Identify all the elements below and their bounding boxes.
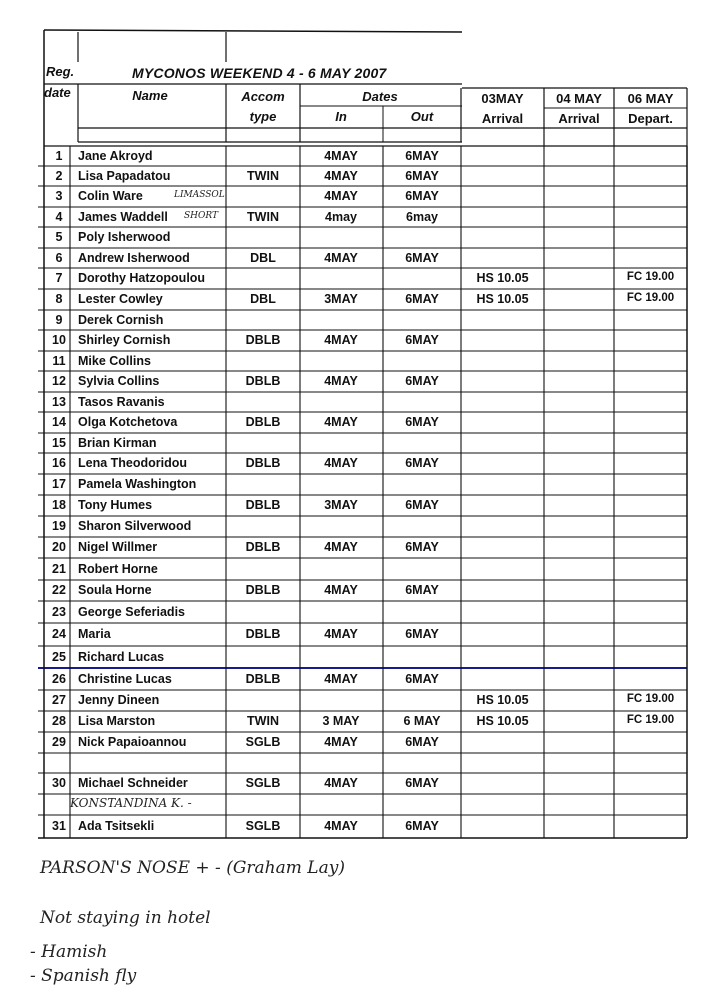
column-dates-header: Dates bbox=[362, 89, 398, 104]
accom-type: DBLB bbox=[245, 456, 281, 470]
arrival-03may: HS 10.05 bbox=[476, 714, 529, 728]
date-out: 6MAY bbox=[405, 189, 439, 203]
date-in: 4MAY bbox=[324, 819, 358, 833]
accom-type: SGLB bbox=[245, 776, 281, 790]
date-in: 4MAY bbox=[324, 415, 358, 429]
guest-name: Nigel Willmer bbox=[78, 540, 158, 554]
guest-name: Dorothy Hatzopoulou bbox=[78, 271, 206, 285]
guest-name: Christine Lucas bbox=[78, 671, 172, 686]
date-out: 6MAY bbox=[405, 415, 439, 429]
column-04may-sub-header: Arrival bbox=[558, 111, 600, 126]
row-number: 24 bbox=[52, 627, 66, 641]
row-number: 12 bbox=[52, 374, 66, 388]
date-in: 4MAY bbox=[324, 735, 358, 749]
accom-type: DBLB bbox=[245, 333, 281, 347]
arrival-03may: HS 10.05 bbox=[476, 693, 529, 707]
accom-type: DBLB bbox=[245, 540, 281, 554]
guest-name: George Seferiadis bbox=[78, 604, 185, 619]
date-label: date bbox=[44, 85, 71, 100]
column-06may-header: 06 MAY bbox=[627, 91, 674, 106]
guest-name: Sharon Silverwood bbox=[78, 519, 192, 533]
guest-name: Shirley Cornish bbox=[78, 333, 171, 347]
row-number: 1 bbox=[55, 148, 63, 163]
guest-name: Lena Theodoridou bbox=[78, 456, 188, 470]
depart-06may: FC 19.00 bbox=[626, 292, 675, 304]
column-03may-header: 03MAY bbox=[481, 91, 524, 106]
date-out: 6may bbox=[406, 209, 438, 224]
column-04may-header: 04 MAY bbox=[556, 91, 602, 106]
date-out: 6MAY bbox=[405, 627, 439, 641]
arrival-03may: HS 10.05 bbox=[476, 292, 529, 306]
column-03may-sub-header: Arrival bbox=[481, 111, 524, 126]
date-in: 4MAY bbox=[324, 456, 358, 470]
guest-name: Michael Schneider bbox=[78, 776, 188, 790]
row-number: 23 bbox=[52, 604, 66, 619]
date-in: 4MAY bbox=[324, 583, 358, 597]
depart-06may: FC 19.00 bbox=[626, 693, 675, 705]
row-number: 30 bbox=[52, 776, 66, 790]
date-out: 6MAY bbox=[405, 333, 439, 347]
date-in: 4MAY bbox=[324, 627, 358, 641]
handwritten-note-hamish: - Hamish bbox=[30, 942, 108, 962]
guest-name: Ada Tsitsekli bbox=[78, 819, 155, 833]
date-out: 6MAY bbox=[405, 250, 439, 265]
handwritten-note-spanish-fly: - Spanish fly bbox=[30, 966, 137, 986]
row-number: 29 bbox=[52, 735, 66, 749]
guest-name: James Waddell bbox=[78, 209, 168, 224]
handwritten-colin-note: LIMASSOL bbox=[174, 190, 225, 200]
row-number: 6 bbox=[55, 250, 63, 265]
handwritten-note-not-staying: Not staying in hotel bbox=[40, 908, 211, 928]
date-out: 6MAY bbox=[405, 374, 439, 388]
guest-name: Soula Horne bbox=[78, 583, 152, 597]
guest-name: Derek Cornish bbox=[78, 312, 164, 327]
accom-type: DBLB bbox=[245, 374, 281, 388]
column-in-header: In bbox=[335, 109, 347, 124]
date-out: 6MAY bbox=[405, 735, 439, 749]
date-out: 6MAY bbox=[405, 583, 439, 597]
date-out: 6MAY bbox=[405, 540, 439, 554]
document-title: MYCONOS WEEKEND 4 - 6 MAY 2007 bbox=[132, 65, 387, 81]
guest-name: Colin Ware bbox=[78, 189, 143, 203]
guest-name: Brian Kirman bbox=[78, 435, 157, 450]
date-in: 4MAY bbox=[324, 189, 358, 203]
date-out: 6MAY bbox=[405, 498, 439, 512]
date-in: 4MAY bbox=[324, 333, 358, 347]
top-border bbox=[44, 30, 462, 32]
guest-name: Tony Humes bbox=[78, 498, 153, 512]
row-number: 27 bbox=[52, 693, 66, 707]
guest-name: Nick Papaioannou bbox=[78, 735, 187, 749]
row-number: 9 bbox=[55, 312, 63, 327]
row-number: 26 bbox=[52, 671, 66, 686]
accom-type: TWIN bbox=[247, 714, 279, 728]
guest-name: Lisa Marston bbox=[78, 714, 156, 728]
guest-name: Sylvia Collins bbox=[78, 374, 160, 388]
guest-name: Poly Isherwood bbox=[78, 230, 171, 244]
row-number: 31 bbox=[52, 819, 66, 833]
accom-type: DBL bbox=[250, 250, 276, 265]
row-number: 14 bbox=[52, 415, 66, 429]
row-number: 7 bbox=[55, 271, 63, 285]
column-06may-sub-header: Depart. bbox=[628, 111, 673, 126]
row-number: 13 bbox=[52, 394, 66, 409]
row-number: 22 bbox=[52, 583, 66, 597]
column-out-header: Out bbox=[410, 109, 434, 124]
date-out: 6MAY bbox=[405, 168, 439, 183]
date-in: 4MAY bbox=[324, 168, 358, 183]
row-number: 3 bbox=[55, 189, 63, 203]
guest-name: Lisa Papadatou bbox=[78, 168, 171, 183]
handwritten-note-parsons-nose: PARSON'S NOSE + - (Graham Lay) bbox=[40, 858, 345, 878]
date-in: 3MAY bbox=[324, 292, 358, 306]
date-in: 4MAY bbox=[324, 250, 358, 265]
accom-type: DBLB bbox=[245, 498, 281, 512]
row-number: 11 bbox=[52, 353, 66, 368]
handwritten-james-note: SHORT bbox=[184, 211, 219, 221]
date-out: 6MAY bbox=[405, 819, 439, 833]
guest-name: Richard Lucas bbox=[78, 649, 165, 664]
date-in: 4MAY bbox=[324, 540, 358, 554]
accom-type: SGLB bbox=[245, 819, 281, 833]
guest-name: Pamela Washington bbox=[78, 477, 197, 491]
accom-type: TWIN bbox=[247, 209, 279, 224]
row-number: 8 bbox=[55, 292, 63, 306]
guest-name: Jane Akroyd bbox=[78, 148, 153, 163]
accom-type: DBL bbox=[250, 292, 276, 306]
row-number: 21 bbox=[52, 561, 66, 576]
depart-06may: FC 19.00 bbox=[626, 271, 675, 283]
date-out: 6MAY bbox=[405, 671, 439, 686]
date-in: 4may bbox=[325, 209, 357, 224]
accom-type: SGLB bbox=[245, 735, 281, 749]
column-name-header: Name bbox=[132, 88, 168, 103]
row-number: 18 bbox=[52, 498, 66, 512]
date-out: 6MAY bbox=[405, 776, 439, 790]
date-out: 6MAY bbox=[405, 456, 439, 470]
guest-name: Tasos Ravanis bbox=[78, 394, 165, 409]
guest-name: Maria bbox=[78, 627, 111, 641]
accom-type: DBLB bbox=[245, 627, 281, 641]
guest-name: Jenny Dineen bbox=[78, 693, 160, 707]
date-in: 4MAY bbox=[324, 148, 358, 163]
date-out: 6MAY bbox=[405, 292, 439, 306]
row-number: 17 bbox=[52, 477, 66, 491]
column-accom-header: Accom bbox=[241, 89, 285, 104]
date-out: 6MAY bbox=[405, 148, 439, 163]
handwritten-blank-row-note: KONSTANDINA K. - bbox=[70, 796, 192, 810]
row-number: 5 bbox=[55, 230, 63, 244]
guest-name: Robert Horne bbox=[78, 561, 158, 576]
row-number: 15 bbox=[52, 435, 66, 450]
row-number: 19 bbox=[52, 519, 66, 533]
row-number: 28 bbox=[52, 714, 66, 728]
column-accom-type-header: type bbox=[249, 109, 277, 124]
accom-type: DBLB bbox=[245, 671, 281, 686]
date-in: 4MAY bbox=[324, 374, 358, 388]
guest-name: Andrew Isherwood bbox=[78, 250, 190, 265]
row-number: 16 bbox=[52, 456, 66, 470]
row-number: 20 bbox=[52, 540, 66, 554]
date-in: 3 MAY bbox=[322, 714, 360, 728]
date-out: 6 MAY bbox=[403, 714, 441, 728]
date-in: 4MAY bbox=[324, 776, 358, 790]
accom-type: DBLB bbox=[245, 415, 281, 429]
accom-type: DBLB bbox=[245, 583, 281, 597]
reg-label: Reg. bbox=[46, 64, 75, 79]
row-number: 10 bbox=[52, 333, 66, 347]
arrival-03may: HS 10.05 bbox=[476, 271, 529, 285]
date-in: 3MAY bbox=[324, 498, 358, 512]
depart-06may: FC 19.00 bbox=[626, 714, 675, 726]
guest-name: Olga Kotchetova bbox=[78, 415, 178, 429]
guest-name: Lester Cowley bbox=[78, 292, 163, 306]
row-number: 25 bbox=[52, 649, 66, 664]
row-number: 4 bbox=[55, 209, 63, 224]
accom-type: TWIN bbox=[247, 168, 279, 183]
row-number: 2 bbox=[55, 168, 63, 183]
guest-name: Mike Collins bbox=[78, 353, 151, 368]
date-in: 4MAY bbox=[324, 671, 358, 686]
